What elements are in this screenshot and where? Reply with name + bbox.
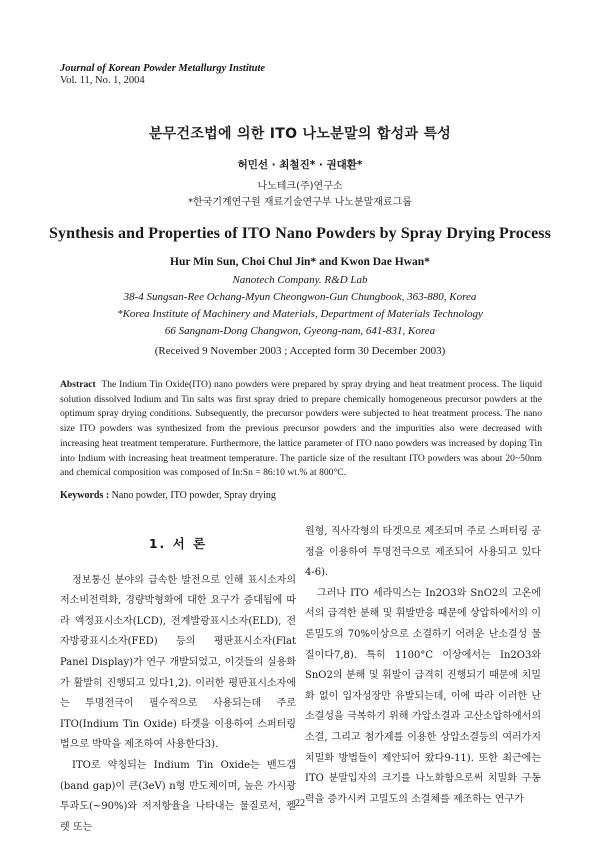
page-number: 22 [295, 798, 305, 809]
title-korean: 분무건조법에 의한 ITO 나노분말의 합성과 특성 [148, 126, 452, 142]
journal-name: Journal of Korean Powder Metallurgy Institute [60, 63, 266, 74]
affiliation-korean-1: 나노테크(주)연구소 [257, 181, 343, 192]
left-column [60, 524, 296, 838]
authors-english: Hur Min Sun, Choi Chul Jin* and Kwon Dae Hwan* [170, 256, 430, 268]
journal-header [60, 63, 265, 87]
affiliation-english-3: *Korea Institute of Machinery and Materials, Department of Materials Technology [117, 308, 483, 320]
received-dates: (Received 9 November 2003 ; Accepted form 30 December 2003) [154, 345, 446, 357]
section-heading: 1. 서 론 [148, 536, 208, 551]
affiliation-english-2: 38-4 Sungsan-Ree Ochang-Myun Cheongwon-Gun Chungbook, 363-880, Korea [123, 291, 477, 303]
left-paragraph-2: ITO로 약칭되는 Indium Tin Oxide는 밴드갭(band gap)이 큰(3eV) n형 반도체이며, 높은 가시광 투과도(~90%)와 저저항율을 나타내는 물질로서, 펠렛 또는 [60, 759, 296, 833]
abstract-label: Abstract [60, 379, 96, 390]
keywords-text: Nano powder, ITO powder, Spray drying [111, 490, 276, 501]
authors-korean: 허민선 · 최철진* · 권대환* [237, 159, 363, 171]
right-paragraph-1: 원형, 직사각형의 타겟으로 제조되며 주로 스퍼터링 공정을 이용하여 투명전극으로 제조되어 사용되고 있다4-6). [305, 526, 541, 579]
title-english: Synthesis and Properties of ITO Nano Powders by Spray Drying Process [49, 225, 551, 242]
affiliation-korean-2: *한국기계연구원 재료기술연구부 나노분말재료그룹 [188, 197, 412, 208]
abstract-text: The Indium Tin Oxide(ITO) nano powders were prepared by spray drying and heat treatment process. The liquid solution dissolved Indium and Tin salts was first spray dried to prepare chemically homogeneous precursor powders at the optimum spray drying conditions. Subsequently, the precursor powders were subjected to heat treatment process. The nano size ITO powders was synthesized from the previous precursor powders and the impurities also were decreased with increasing heat treatment temperature. Furthermore, the lattice parameter of ITO nano powders was increased by doping Tin into Indium with increasing heat treatment temperature. The particle size of the resultant ITO powders was about 20~50nm and chemical composition was composed of In:Sn = 86:10 wt.% at 800°C. [60, 379, 542, 479]
keywords-label: Keywords : [60, 490, 110, 501]
left-paragraph-1: 정보통신 분야의 급속한 발전으로 인해 표시소자의 저소비전력화, 경량박형화에 대한 요구가 증대됨에 따라 액정표시소자(LCD), 전계발광표시소자(ELD), 전자방광표시소자(FED) 등의 평판표시소자(Flat Panel Display)가 연구 개발되었고, 이것들의 실용화가 활발히 진행되고 있다1,2). 이러한 평판표시소자에는 투명전극이 필수적으로 사용되는데 주로 ITO(Indium Tin Oxide) 타겟을 이용하여 스퍼터링법으로 박막을 제조하여 사용한다3). [60, 574, 296, 751]
affiliation-english-4: 66 Sangnam-Dong Changwon, Gyeong-nam, 641-831, Korea [164, 325, 436, 337]
journal-volume: Vol. 11, No. 1, 2004 [60, 75, 145, 86]
right-paragraph-2: 그러나 ITO 세라믹스는 In2O3와 SnO2의 고온에서의 급격한 분해 및 휘발반응 때문에 상압하에서의 이론밀도의 70%이상으로 소결하기 어려운 난소결성 물질이다7,8). 특히 1100°C 이상에서는 In2O3와 SnO2의 분해 및 휘발이 급격히 진행되기 때문에 치밀화 없이 입자성장만 유발되는데, 이에 따라 이러한 난소결성을 극복하기 위해 가압소결과 고산소압하에서의 소결, 그리고 첨가제를 이용한 상압소결등의 여러가지 치밀화 방법들이 제안되어 왔다9-11). 또한 최근에는 ITO 분말입자의 크기를 나노화함으로써 치밀화 구동력을 증가시켜 고밀도의 소결체를 제조하는 연구가 [305, 587, 541, 805]
right-column [305, 522, 541, 810]
abstract [60, 378, 542, 481]
keywords [60, 490, 276, 501]
affiliation-english-1: Nanotech Company. R&D Lab [232, 274, 368, 286]
